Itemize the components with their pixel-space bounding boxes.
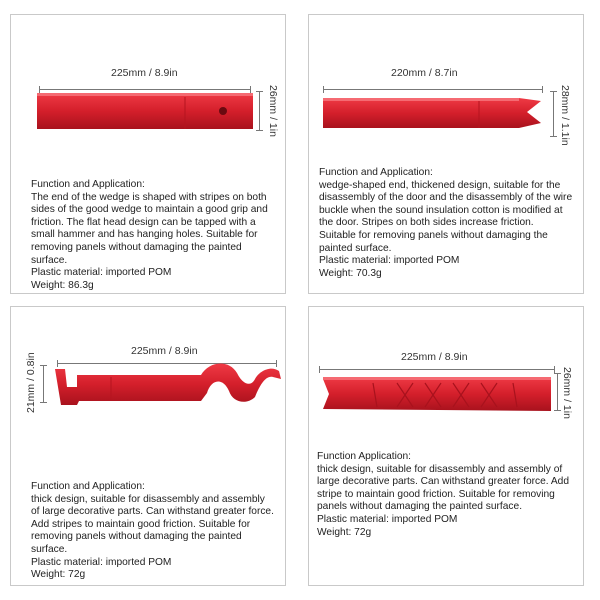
product-panel-4 bbox=[308, 306, 584, 586]
height-dimension-line bbox=[43, 365, 44, 403]
description-block bbox=[31, 481, 275, 582]
width-dimension-line bbox=[319, 369, 555, 370]
description-body: thick design, suitable for disassembly and assembly of large decorative parts. Can withstand greater force. Add stripe to maintain good friction. Suitable for removing panels without damaging the painted surface. bbox=[317, 463, 569, 513]
product-panel-2 bbox=[308, 14, 584, 294]
width-dimension-label: 225mm / 8.9in bbox=[131, 345, 198, 357]
weight-text: Weight: 70.3g bbox=[319, 267, 382, 279]
height-dimension-label: 21mm / 0.8in bbox=[25, 352, 37, 413]
material-text: Plastic material: imported POM bbox=[319, 255, 460, 267]
height-dimension-line bbox=[557, 373, 558, 411]
description-heading: Function and Application: bbox=[31, 481, 145, 492]
height-dimension-line bbox=[553, 91, 554, 137]
product-panel-3 bbox=[10, 306, 286, 586]
weight-text: Weight: 72g bbox=[31, 569, 86, 581]
description-body: wedge-shaped end, thickened design, suitable for the disassembly of the door and the disassembly of the wire buckle when the sound insulation cotton is modified at the door. Stripes on both sides increase friction. Suitable for removing panels without damaging the painted surface. bbox=[319, 179, 573, 254]
description-heading: Function and Application: bbox=[319, 167, 433, 178]
width-dimension-line bbox=[323, 89, 543, 90]
forked-pry-tool bbox=[319, 95, 545, 135]
height-dimension-line bbox=[259, 91, 260, 131]
material-text: Plastic material: imported POM bbox=[31, 556, 172, 568]
product-panel-1 bbox=[10, 14, 286, 294]
height-dimension-label: 28mm / 1.1in bbox=[559, 85, 571, 146]
height-dimension-label: 26mm / 1in bbox=[561, 367, 573, 419]
description-heading: Function and Application: bbox=[31, 179, 145, 190]
weight-text: Weight: 72g bbox=[317, 526, 372, 538]
description-block bbox=[319, 167, 573, 280]
description-block bbox=[317, 451, 573, 539]
width-dimension-label: 225mm / 8.9in bbox=[111, 67, 178, 79]
height-dimension-label: 26mm / 1in bbox=[267, 85, 279, 137]
material-text: Plastic material: imported POM bbox=[31, 267, 172, 279]
description-heading: Function Application: bbox=[317, 451, 412, 462]
hook-pry-tool bbox=[51, 357, 287, 417]
width-dimension-label: 220mm / 8.7in bbox=[391, 67, 458, 79]
description-body: The end of the wedge is shaped with stripes on both sides of the good wedge to maintain a good grip and friction. The flat head design can be tapped with a small hammer and has hanging holes. Suitable for removing panels without damaging the painted surface. bbox=[31, 191, 268, 266]
weight-text: Weight: 86.3g bbox=[31, 279, 94, 291]
material-text: Plastic material: imported POM bbox=[317, 513, 458, 525]
description-body: thick design, suitable for disassembly and assembly of large decorative parts. Can withstand greater force. Add stripes to maintain good friction. Suitable for removing panels without damaging the painted surface. bbox=[31, 493, 274, 555]
width-dimension-label: 225mm / 8.9in bbox=[401, 351, 468, 363]
description-block bbox=[31, 179, 275, 292]
patterned-wedge-pry-tool bbox=[317, 373, 557, 417]
straight-wedge-pry-tool bbox=[35, 89, 257, 139]
